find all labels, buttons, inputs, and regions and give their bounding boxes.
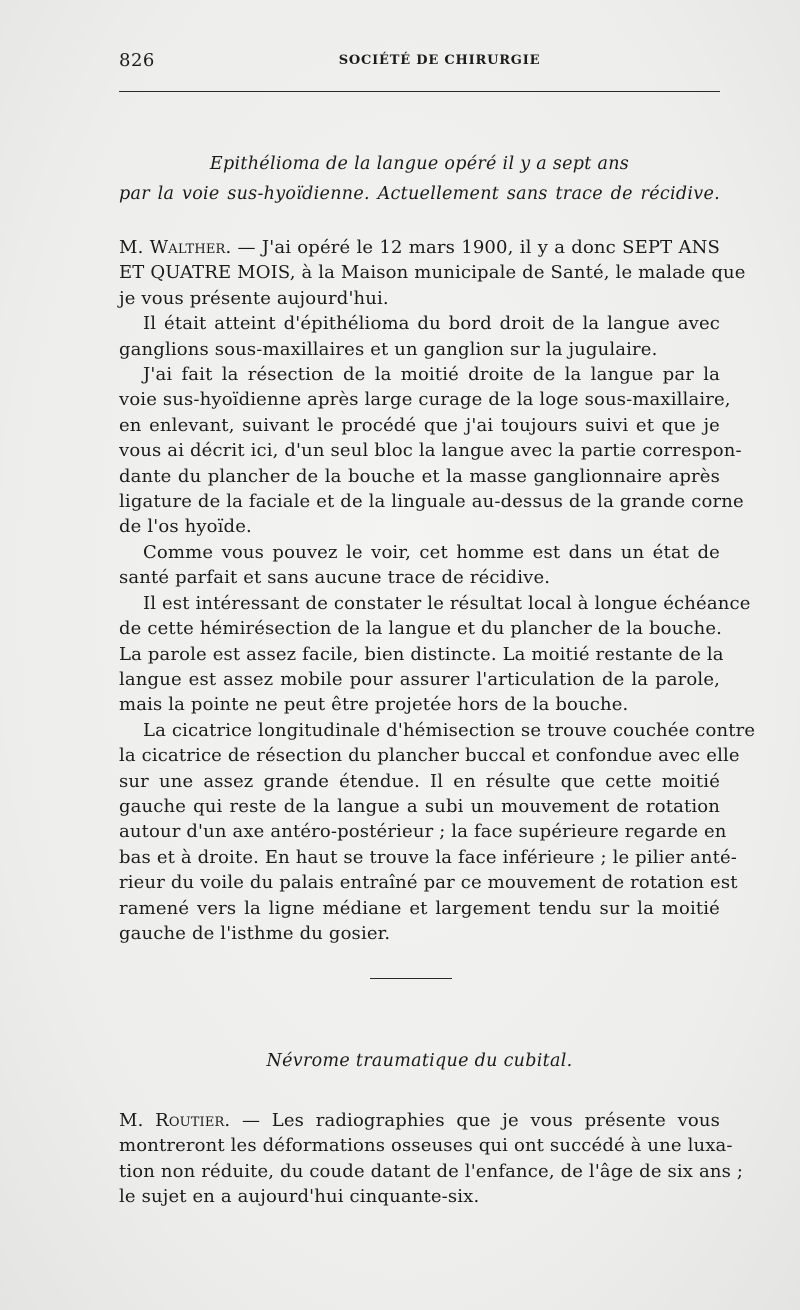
section-body-routier: [119, 1108, 744, 1210]
body-line: Il est intéressant de constater le résultat local à longue échéance: [143, 592, 751, 614]
body-line: gauche de l'isthme du gosier.: [119, 922, 391, 944]
body-line: Il était atteint d'épithélioma du bord droit de la langue avec: [143, 313, 720, 335]
body-line: autour d'un axe antéro-postérieur ; la face supérieure regarde en: [119, 821, 727, 843]
body-line: rieur du voile du palais entraîné par ce mouvement de rotation est: [119, 872, 738, 894]
speaker-name: M. Routier.: [119, 1110, 231, 1131]
body-line: en enlevant, suivant le procédé que j'ai toujours suivi et que je: [119, 414, 720, 436]
body-line: de l'os hyoïde.: [119, 516, 252, 538]
body-line: santé parfait et sans aucune trace de récidive.: [119, 567, 551, 589]
section-title-line: par la voie sus-hyoïdienne. Actuellement sans trace de récidive.: [119, 184, 720, 204]
body-line: vous ai décrit ici, d'un seul bloc la langue avec la partie correspon-: [119, 440, 742, 462]
body-line: montreront les déformations osseuses qui ont succédé à une luxa-: [119, 1135, 733, 1157]
section-divider: [370, 978, 452, 979]
body-line: [119, 1108, 720, 1133]
body-line: dante du plancher de la bouche et la masse ganglionnaire après: [119, 465, 720, 487]
body-line: Comme vous pouvez le voir, cet homme est dans un état de: [143, 541, 720, 563]
section-title-nevrome: Névrome traumatique du cubital.: [266, 1051, 573, 1071]
body-line: langue est assez mobile pour assurer l'articulation de la parole,: [119, 668, 720, 690]
header-rule: [119, 91, 720, 92]
body-line-text: — Les radiographies que je vous présente vous: [241, 1110, 721, 1131]
page-number: 826: [119, 50, 155, 71]
body-line: le sujet en a aujourd'hui cinquante-six.: [119, 1186, 480, 1208]
body-line: mais la pointe ne peut être projetée hors de la bouche.: [119, 694, 629, 716]
body-line: la cicatrice de résection du plancher buccal et confondue avec elle: [119, 745, 740, 767]
body-line: sur une assez grande étendue. Il en résulte que cette moitié: [119, 770, 720, 792]
section-title-line: Epithélioma de la langue opéré il y a sept ans: [209, 154, 630, 174]
body-line-text: — J'ai opéré le 12 mars 1900, il y a donc SEPT ANS: [237, 237, 721, 258]
speaker-name: M. Walther.: [119, 237, 232, 258]
body-line: ET QUATRE MOIS, à la Maison municipale de Santé, le malade que: [119, 262, 746, 284]
body-line: J'ai fait la résection de la moitié droite de la langue par la: [143, 364, 720, 386]
body-line: de cette hémirésection de la langue et du plancher de la bouche.: [119, 618, 722, 640]
body-line: je vous présente aujourd'hui.: [119, 287, 389, 309]
body-line: [119, 235, 720, 260]
body-line: ligature de la faciale et de la linguale au-dessus de la grande corne: [119, 491, 744, 513]
body-line: La parole est assez facile, bien distincte. La moitié restante de la: [119, 643, 724, 665]
body-line: gauche qui reste de la langue a subi un mouvement de rotation: [119, 795, 720, 817]
running-title: SOCIÉTÉ DE CHIRURGIE: [338, 53, 541, 68]
body-line: tion non réduite, du coude datant de l'enfance, de l'âge de six ans ;: [119, 1160, 744, 1182]
section-title-epithelioma: [119, 149, 720, 209]
section-body-walther: [119, 235, 756, 946]
body-line: ganglions sous-maxillaires et un ganglion sur la jugulaire.: [119, 338, 658, 360]
body-line: voie sus-hyoïdienne après large curage de la loge sous-maxillaire,: [119, 389, 731, 411]
body-line: ramené vers la ligne médiane et largement tendu sur la moitié: [119, 897, 720, 919]
page-header: [119, 50, 720, 74]
body-line: bas et à droite. En haut se trouve la face inférieure ; le pilier anté-: [119, 846, 738, 868]
body-line: La cicatrice longitudinale d'hémisection se trouve couchée contre: [143, 719, 756, 741]
